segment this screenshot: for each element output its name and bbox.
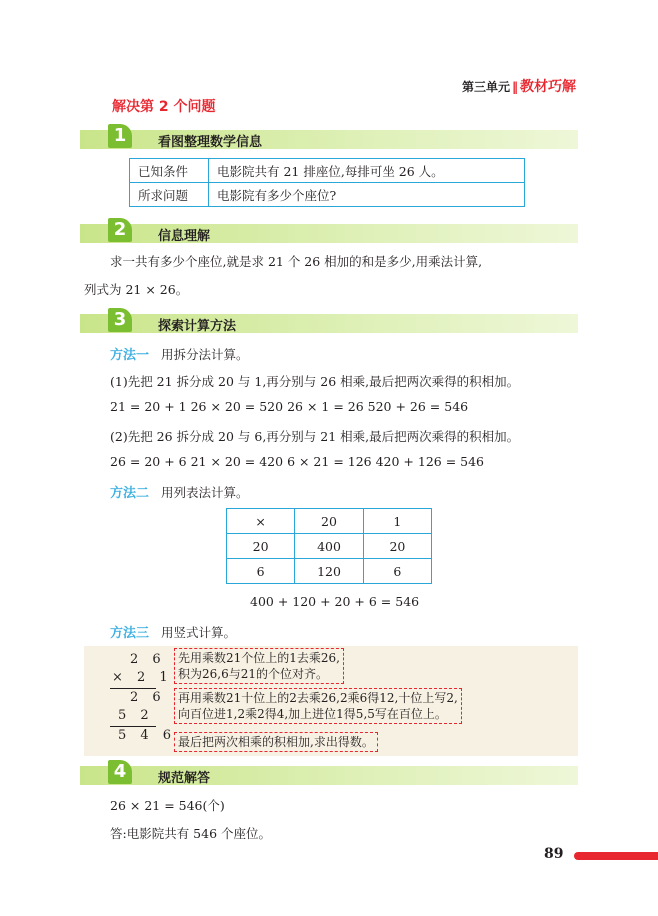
note-ones-digit	[174, 648, 344, 684]
step-title-4: 规范解答	[158, 771, 211, 786]
calc-line-2	[110, 726, 156, 727]
partial-product-1: 2 6	[130, 690, 166, 705]
table-row	[130, 159, 525, 183]
multiplier: × 2 1	[112, 670, 173, 685]
step-title-1: 看图整理数学信息	[158, 135, 263, 150]
method-3-label: 方法三	[110, 626, 150, 641]
grid-cell: 6	[363, 559, 431, 584]
page-number: 89	[544, 846, 564, 862]
table-row	[130, 183, 525, 207]
footer-bar	[574, 852, 658, 860]
multiplication-grid	[226, 508, 432, 584]
table-row	[227, 534, 432, 559]
known-label: 已知条件	[130, 159, 209, 183]
ask-value: 电影院有多少个座位?	[209, 183, 525, 207]
partial-product-2: 5 2	[118, 708, 154, 723]
info-table	[129, 158, 525, 207]
method-3-desc: 用竖式计算。	[160, 625, 236, 640]
method-1-part-2: (2)先把 26 拆分成 20 与 6,再分别与 21 相乘,最后把两次乘得的积相加。	[110, 429, 520, 444]
step-title-3: 探索计算方法	[158, 319, 237, 334]
note-2-line-2: 向百位进1,2乘2得4,加上进位1得5,5写在百位上。	[178, 707, 447, 721]
final-product: 5 4 6	[118, 728, 177, 743]
calc-line-1	[110, 688, 156, 689]
table-row	[227, 509, 432, 534]
header-divider: ‖	[512, 80, 518, 94]
unit-label: 第三单元	[461, 80, 510, 94]
grid-cell: 20	[295, 509, 364, 534]
understanding-line-1: 求一共有多少个座位,就是求 21 个 26 相加的和是多少,用乘法计算,	[110, 254, 483, 269]
grid-cell: 400	[295, 534, 364, 559]
unit-header	[462, 76, 576, 96]
method-1-part-1: (1)先把 21 拆分成 20 与 1,再分别与 26 相乘,最后把两次乘得的积相加。	[110, 374, 520, 389]
ask-label: 所求问题	[130, 183, 209, 207]
known-value: 电影院共有 21 排座位,每排可坐 26 人。	[209, 159, 525, 183]
answer-text: 答:电影院共有 546 个座位。	[110, 826, 272, 841]
grid-cell: 20	[363, 534, 431, 559]
step-number-1: 1	[108, 124, 132, 148]
method-1-part-2-calc: 26 = 20 + 6 21 × 20 = 420 6 × 21 = 126 420 + 126 = 546	[110, 454, 485, 469]
step-band-2	[80, 224, 578, 243]
step-band-4	[80, 766, 578, 785]
method-2-sum: 400 + 120 + 20 + 6 = 546	[250, 594, 420, 609]
problem-title: 解决第 2 个问题	[112, 99, 216, 115]
step-number-4: 4	[108, 760, 132, 784]
method-1-line	[110, 344, 248, 363]
note-tens-digit	[174, 688, 462, 724]
method-1-desc: 用拆分法计算。	[160, 347, 249, 362]
grid-cell: 1	[363, 509, 431, 534]
method-2-desc: 用列表法计算。	[160, 485, 249, 500]
method-1-part-1-calc: 21 = 20 + 1 26 × 20 = 520 26 × 1 = 26 520 + 26 = 546	[110, 399, 469, 414]
grid-cell: 20	[227, 534, 295, 559]
grid-cell: 6	[227, 559, 295, 584]
note-1-line-1: 先用乘数21个位上的1去乘26,	[178, 651, 340, 665]
step-band-1	[80, 130, 578, 149]
note-2-line-1: 再用乘数21十位上的2去乘26,2乘6得12,十位上写2,	[178, 691, 458, 705]
method-1-label: 方法一	[110, 348, 150, 363]
method-3-line	[110, 622, 236, 641]
grid-cell: 120	[295, 559, 364, 584]
step-number-2: 2	[108, 218, 132, 242]
step-band-3	[80, 314, 578, 333]
note-1-line-2: 积为26,6与21的个位对齐。	[178, 667, 328, 681]
grid-cell: ×	[227, 509, 295, 534]
note-sum: 最后把两次相乘的积相加,求出得数。	[174, 732, 378, 752]
step-title-2: 信息理解	[158, 229, 211, 244]
method-2-line	[110, 482, 248, 501]
understanding-line-2: 列式为 21 × 26。	[84, 282, 189, 297]
table-row	[227, 559, 432, 584]
multiplicand: 2 6	[130, 652, 166, 667]
method-2-label: 方法二	[110, 486, 150, 501]
section-label: 教材巧解	[520, 79, 576, 95]
answer-calc: 26 × 21 = 546(个)	[110, 798, 225, 813]
step-number-3: 3	[108, 308, 132, 332]
